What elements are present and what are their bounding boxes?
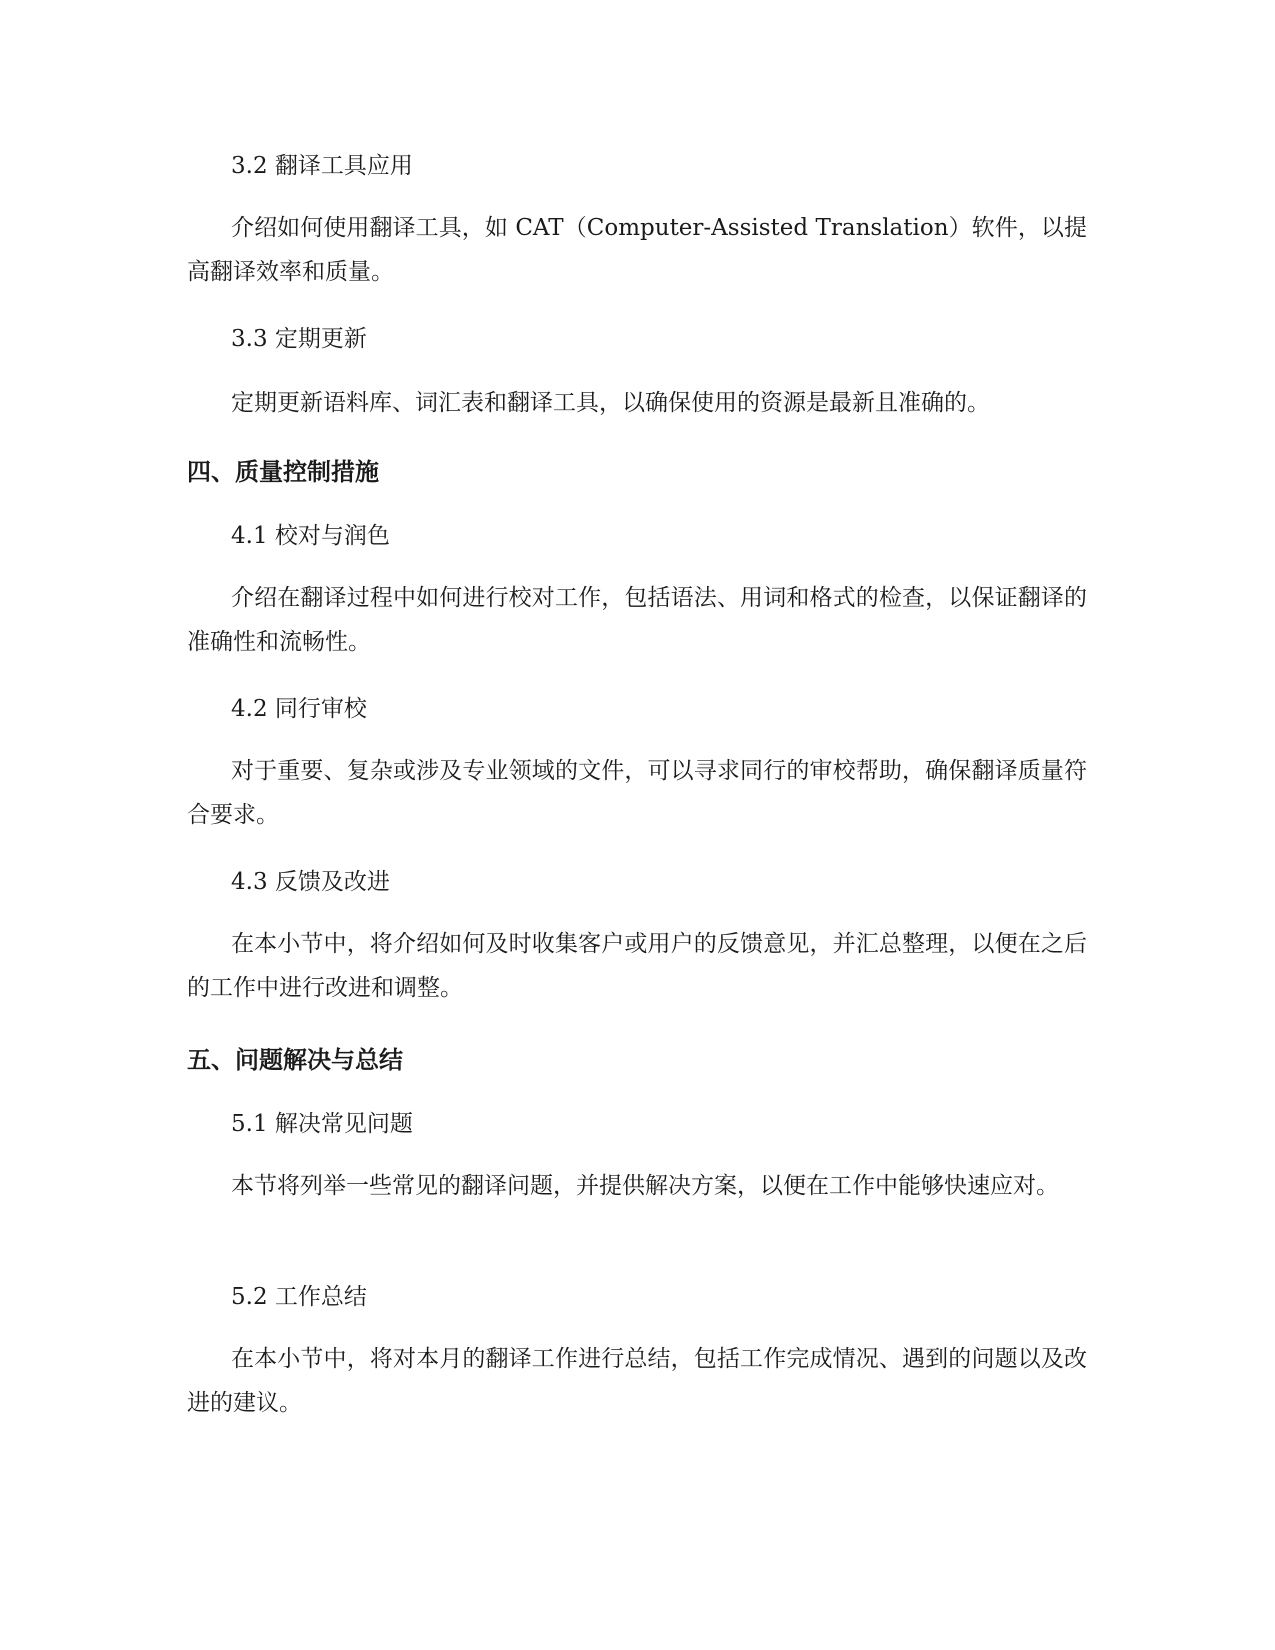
section-heading-5: 五、问题解决与总结	[187, 1046, 403, 1074]
paragraph-5-1: 本节将列举一些常见的翻译问题，并提供解决方案，以便在工作中能够快速应对。	[231, 1173, 1059, 1199]
paragraph-4-3: 在本小节中，将介绍如何及时收集客户或用户的反馈意见，并汇总整理，以便在之后的工作中进行改进和调整。	[187, 931, 1087, 1001]
subsection-title-4-1: 4.1 校对与润色	[231, 523, 390, 549]
paragraph-3-2: 介绍如何使用翻译工具，如 CAT（Computer-Assisted Translation）软件，以提高翻译效率和质量。	[187, 215, 1087, 285]
subsection-title-3-2: 3.2 翻译工具应用	[231, 153, 413, 179]
subsection-title-4-2: 4.2 同行审校	[231, 696, 367, 722]
paragraph-4-2: 对于重要、复杂或涉及专业领域的文件，可以寻求同行的审校帮助，确保翻译质量符合要求。	[187, 758, 1087, 828]
paragraph-4-1: 介绍在翻译过程中如何进行校对工作，包括语法、用词和格式的检查，以保证翻译的准确性和流畅性。	[187, 585, 1087, 655]
subsection-title-3-3: 3.3 定期更新	[231, 326, 367, 352]
subsection-title-5-2: 5.2 工作总结	[231, 1284, 367, 1310]
section-heading-4: 四、质量控制措施	[187, 458, 379, 486]
subsection-title-5-1: 5.1 解决常见问题	[231, 1111, 413, 1137]
paragraph-5-2: 在本小节中，将对本月的翻译工作进行总结，包括工作完成情况、遇到的问题以及改进的建议。	[187, 1346, 1087, 1416]
paragraph-3-3: 定期更新语料库、词汇表和翻译工具，以确保使用的资源是最新且准确的。	[231, 390, 990, 416]
subsection-title-4-3: 4.3 反馈及改进	[231, 869, 390, 895]
